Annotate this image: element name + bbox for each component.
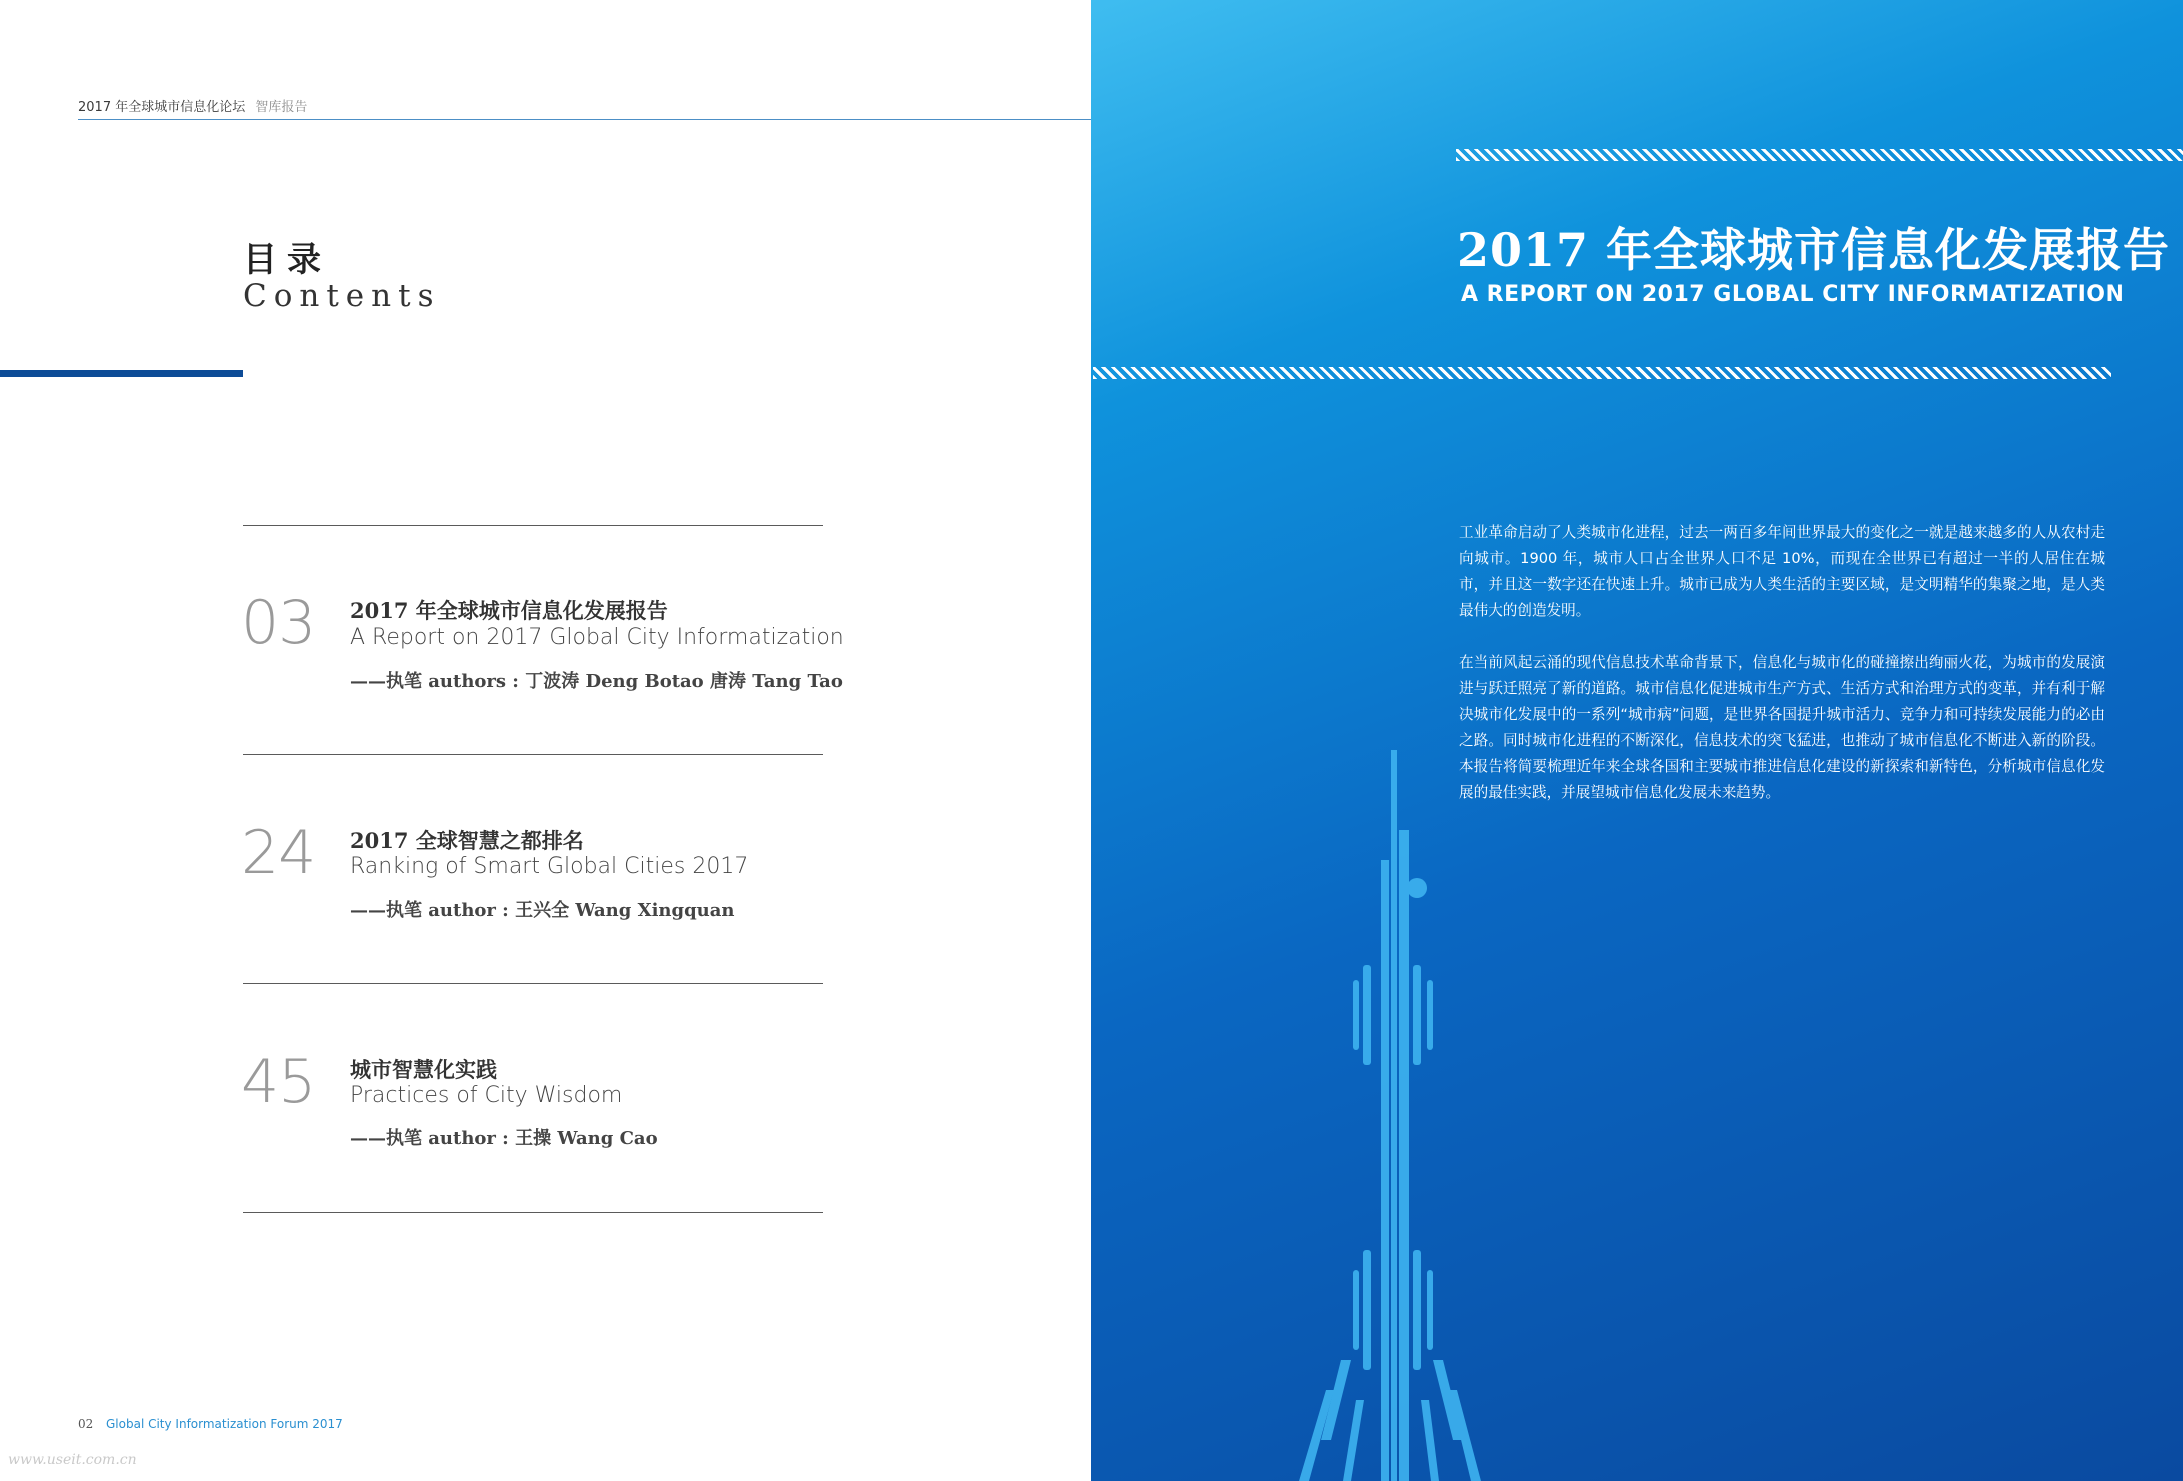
tower-illustration (1181, 740, 1501, 1481)
running-header (78, 96, 307, 115)
toc-divider (243, 983, 823, 984)
report-title-en: A REPORT ON 2017 GLOBAL CITY INFORMATIZATION (1461, 282, 2125, 307)
toc-entry-author: ——执笔 author : 王兴全 Wang Xingquan (350, 900, 735, 921)
intro-paragraph-1: 工业革命启动了人类城市化进程，过去一两百多年间世界最大的变化之一就是越来越多的人从农村走向城市。1900 年，城市人口占全世界人口不足 10%，而现在全世界已有超过一半的人居住在城市，并且这一数字还在快速上升。城市已成为人类生活的主要区域，是文明精华的集聚之地，是人类最伟大的创造发明。 (1459, 524, 2105, 619)
right-page (1091, 0, 2183, 1481)
running-subtitle: 智库报告 (255, 100, 308, 115)
toc-divider (243, 525, 823, 526)
toc-entry-author: ——执笔 authors : 丁波涛 Deng Botao 唐涛 Tang Tao (350, 671, 843, 692)
hatch-stripe-bottom (1093, 367, 2111, 379)
toc-entry-title-cn[interactable]: 2017 年全球城市信息化发展报告 (350, 598, 668, 623)
accent-bar (0, 370, 243, 377)
toc-divider (243, 1212, 823, 1213)
toc-page-number[interactable]: 03 (241, 588, 316, 658)
toc-entry-title-cn[interactable]: 城市智慧化实践 (350, 1057, 497, 1082)
running-title: 2017 年全球城市信息化论坛 (78, 100, 246, 115)
contents-title-cn: 目录 (243, 240, 331, 280)
toc-entry-title-cn[interactable]: 2017 全球智慧之都排名 (350, 828, 584, 853)
page-number: 02 (78, 1417, 94, 1431)
toc-page-number[interactable]: 24 (241, 818, 316, 888)
toc-divider (243, 754, 823, 755)
left-page (0, 0, 1091, 1481)
header-rule (78, 119, 1091, 120)
intro-paragraph-2: 在当前风起云涌的现代信息技术革命背景下，信息化与城市化的碰撞擦出绚丽火花，为城市的发展演进与跃迁照亮了新的道路。城市信息化促进城市生产方式、生活方式和治理方式的变革，并有利于解决城市化发展中的一系列“城市病”问题，是世界各国提升城市活力、竞争力和可持续发展能力的必由之路。同时城市化进程的不断深化，信息技术的突飞猛进，也推动了城市信息化不断进入新的阶段。本报告将简要梳理近年来全球各国和主要城市推进信息化建设的新探索和新特色，分析城市信息化发展的最佳实践，并展望城市信息化发展未来趋势。 (1459, 654, 2105, 801)
toc-entry-title-en[interactable]: Practices of City Wisdom (350, 1083, 623, 1108)
report-title-cn: 2017 年全球城市信息化发展报告 (1457, 223, 2171, 277)
toc-page-number[interactable]: 45 (241, 1047, 316, 1117)
hatch-stripe-top (1456, 149, 2183, 161)
watermark: www.useit.com.cn (8, 1452, 137, 1468)
footer-text: Global City Informatization Forum 2017 (106, 1417, 343, 1431)
contents-title-en: Contents (243, 278, 441, 314)
toc-entry-title-en[interactable]: Ranking of Smart Global Cities 2017 (350, 854, 749, 879)
toc-entry-author: ——执笔 author : 王操 Wang Cao (350, 1128, 658, 1149)
toc-entry-title-en[interactable]: A Report on 2017 Global City Informatization (350, 625, 844, 650)
